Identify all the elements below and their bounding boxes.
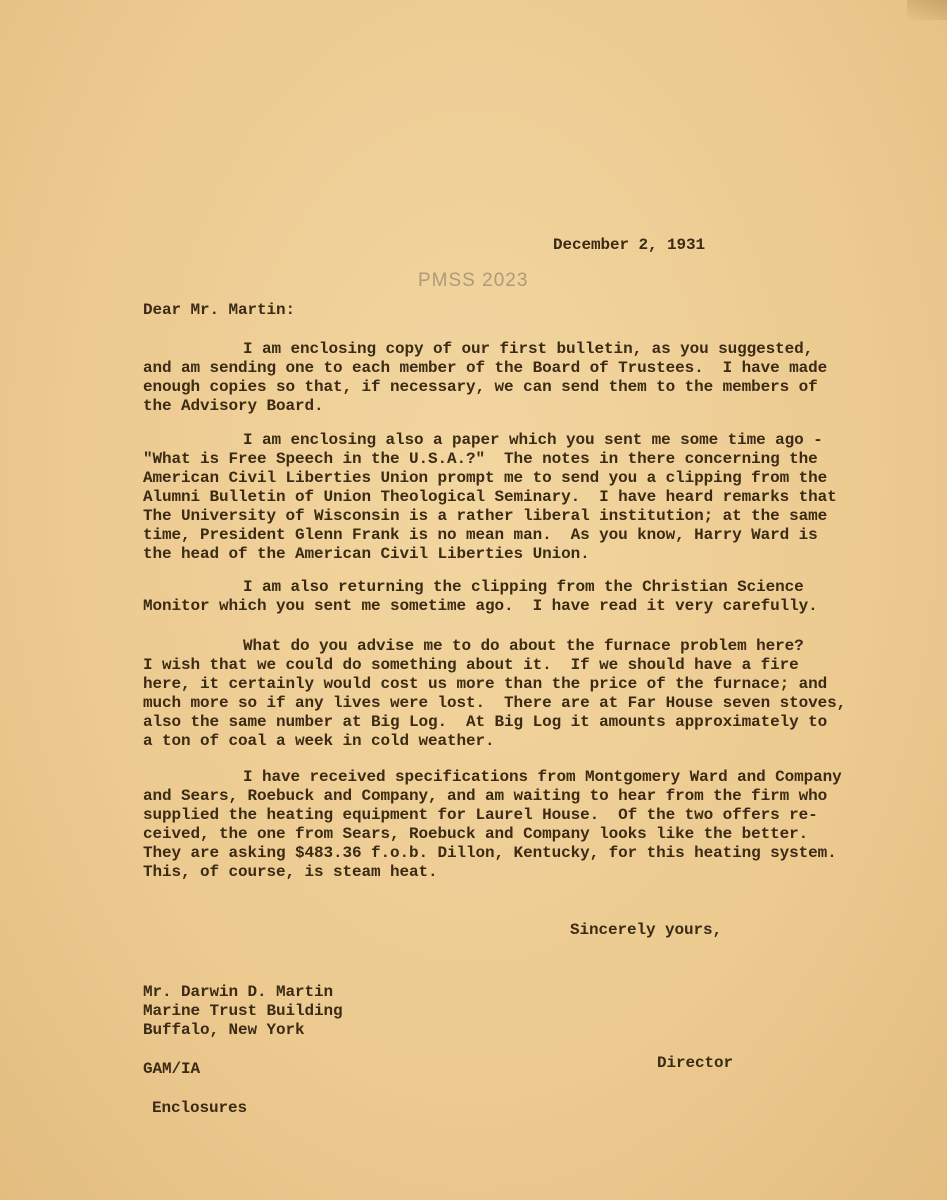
enclosures-note: Enclosures (152, 1099, 248, 1117)
paragraph-1 (143, 340, 827, 416)
text-line: a ton of coal a week in cold weather. (143, 732, 495, 750)
text-line: the Advisory Board. (143, 397, 324, 415)
recipient-name: Mr. Darwin D. Martin (143, 983, 334, 1001)
text-line: supplied the heating equipment for Laurel House. Of the two offers re- (143, 806, 818, 824)
text-line: I am also returning the clipping from the Christian Science (243, 578, 804, 596)
text-line: ceived, the one from Sears, Roebuck and Company looks like the better. (143, 825, 809, 843)
text-line: much more so if any lives were lost. There are at Far House seven stoves, (143, 694, 847, 712)
page-corner-shadow (907, 0, 947, 20)
signature-title: Director (657, 1054, 734, 1072)
text-line: I wish that we could do something about it. If we should have a fire (143, 656, 799, 674)
text-line: and am sending one to each member of the Board of Trustees. I have made (143, 359, 828, 377)
recipient-address (143, 983, 343, 1040)
text-line: Monitor which you sent me sometime ago. I have read it very carefully. (143, 597, 818, 615)
text-line: "What is Free Speech in the U.S.A.?" The notes in there concerning the (143, 450, 818, 468)
text-line: here, it certainly would cost us more than the price of the furnace; and (143, 675, 828, 693)
paragraph-2 (143, 431, 837, 564)
text-line: also the same number at Big Log. At Big Log it amounts approximately to (143, 713, 828, 731)
salutation: Dear Mr. Martin: (143, 301, 296, 319)
text-line: This, of course, is steam heat. (143, 863, 438, 881)
text-line: I am enclosing also a paper which you sent me some time ago - (243, 431, 823, 449)
text-line: time, President Glenn Frank is no mean man. As you know, Harry Ward is (143, 526, 818, 544)
text-line: enough copies so that, if necessary, we can send them to the members of (143, 378, 818, 396)
paragraph-4 (143, 637, 846, 751)
text-line: Alumni Bulletin of Union Theological Seminary. I have heard remarks that (143, 488, 837, 506)
paragraph-5 (143, 768, 842, 882)
text-line: the head of the American Civil Liberties Union. (143, 545, 590, 563)
initials: GAM/IA (143, 1060, 201, 1078)
closing: Sincerely yours, (570, 921, 723, 939)
watermark: PMSS 2023 (418, 270, 529, 291)
text-line: I have received specifications from Montgomery Ward and Company (243, 768, 842, 786)
recipient-city: Buffalo, New York (143, 1021, 305, 1039)
text-line: American Civil Liberties Union prompt me to send you a clipping from the (143, 469, 828, 487)
paragraph-3 (143, 578, 818, 616)
letter-date: December 2, 1931 (553, 236, 706, 254)
text-line: and Sears, Roebuck and Company, and am waiting to hear from the firm who (143, 787, 828, 805)
recipient-street: Marine Trust Building (143, 1002, 343, 1020)
text-line: The University of Wisconsin is a rather liberal institution; at the same (143, 507, 828, 525)
text-line: What do you advise me to do about the furnace problem here? (243, 637, 804, 655)
text-line: They are asking $483.36 f.o.b. Dillon, Kentucky, for this heating system. (143, 844, 837, 862)
text-line: I am enclosing copy of our first bulletin, as you suggested, (243, 340, 814, 358)
